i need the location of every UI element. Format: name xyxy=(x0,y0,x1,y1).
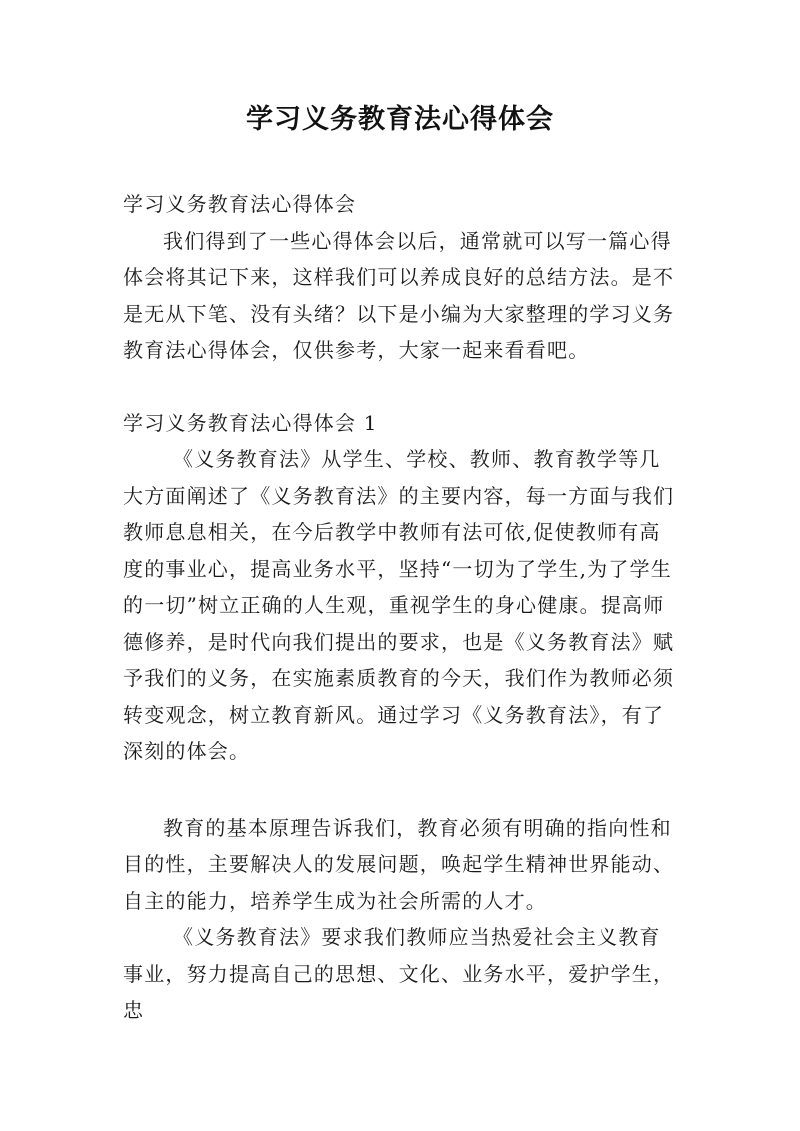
body-paragraph: 《义务教育法》要求我们教师应当热爱社会主义教育事业，努力提高自己的思想、文化、业务水平，爱护学生，忠 xyxy=(123,925,675,1022)
intro-heading: 学习义务教育法心得体会 xyxy=(123,192,357,216)
intro-paragraph: 我们得到了一些心得体会以后，通常就可以写一篇心得体会将其记下来，这样我们可以养成良好的总结方法。是不是无从下笔、没有头绪？以下是小编为大家整理的学习义务教育法心得体会，仅供参考，大家一起来看看吧。 xyxy=(123,228,675,362)
body-paragraph: 教育的基本原理告诉我们，教育必须有明确的指向性和目的性，主要解决人的发展问题，唤起学生精神世界能动、自主的能力，培养学生成为社会所需的人才。 xyxy=(123,815,675,913)
document-title: 学习义务教育法心得体会 xyxy=(246,104,554,135)
body-paragraph: 《义务教育法》从学生、学校、教师、教育教学等几大方面阐述了《义务教育法》的主要内容，每一方面与我们教师息息相关，在今后教学中教师有法可依,促使教师有高度的事业心，提高业务水平，坚持“一切为了学生,为了学生的一切”树立正确的人生观，重视学生的身心健康。提高师德修养，是时代向我们提出的要求，也是《义务教育法》赋予我们的义务，在实施素质教育的今天，我们作为教师必须转变观念，树立教育新风。通过学习《义务教育法》，有了深刻的体会。 xyxy=(123,447,675,763)
document-body xyxy=(123,186,681,1029)
section-heading: 学习义务教育法心得体会 1 xyxy=(123,410,378,435)
